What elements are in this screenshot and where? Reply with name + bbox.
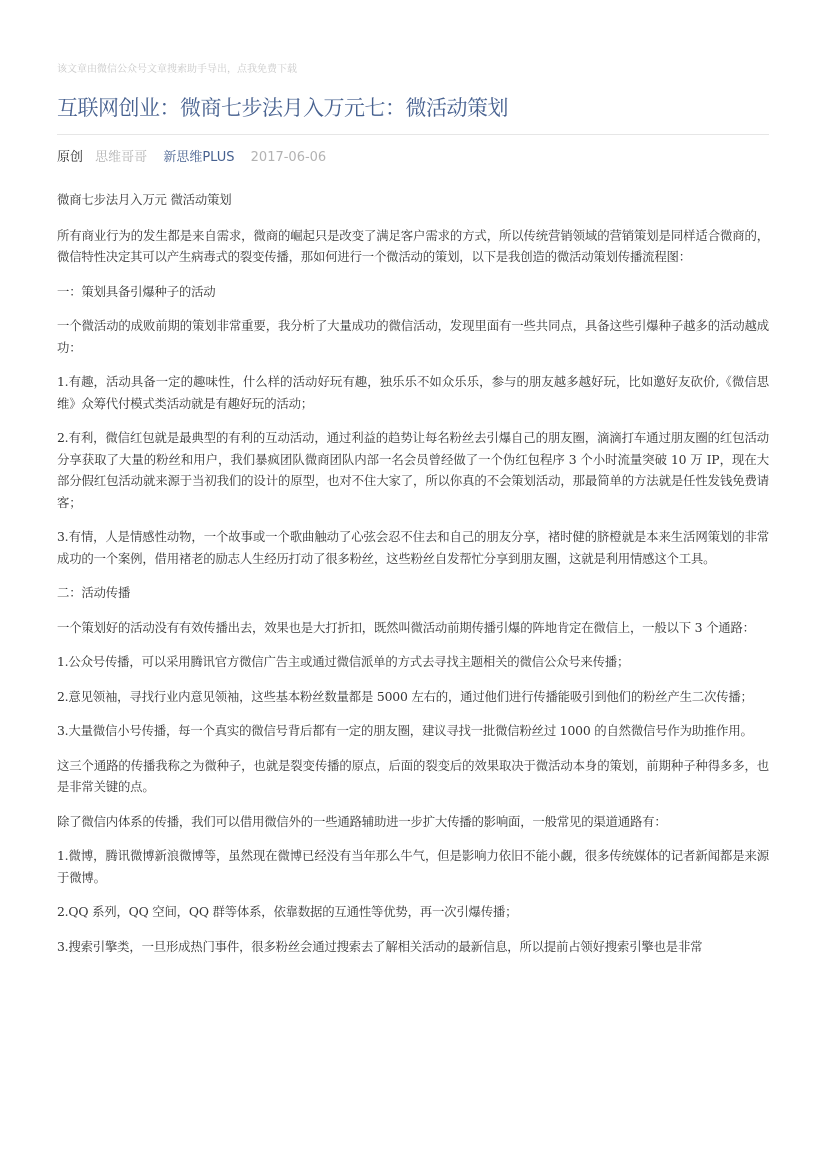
paragraph: 1.公众号传播，可以采用腾讯官方微信广告主或通过微信派单的方式去寻找主题相关的微信公众号来传播； [57, 654, 630, 669]
paragraph: 3.有情，人是情感性动物，一个故事或一个歌曲触动了心弦会忍不住去和自己的朋友分享，褚时健的脐橙就是本来生活网策划的非常成功的一个案例，借用褚老的励志人生经历打动了很多粉丝，这些粉丝自发帮忙分享到朋友圈，这就是利用情感这个工具。 [57, 529, 769, 566]
original-badge: 原创 [57, 150, 84, 165]
article-body [57, 189, 769, 957]
paragraph: 一个微活动的成败前期的策划非常重要，我分析了大量成功的微信活动，发现里面有一些共同点，具备这些引爆种子越多的活动越成功： [57, 318, 769, 355]
paragraph: 1.微博，腾讯微博新浪微博等，虽然现在微博已经没有当年那么牛气，但是影响力依旧不能小觑，很多传统媒体的记者新闻都是来源于微博。 [57, 848, 769, 885]
paragraph: 3.大量微信小号传播，每一个真实的微信号背后都有一定的朋友圈，建议寻找一批微信粉丝过 1000 的自然微信号作为助推作用。 [57, 723, 753, 738]
title-divider [57, 134, 769, 135]
article-meta [57, 149, 769, 167]
paragraph: 3.搜索引擎类，一旦形成热门事件，很多粉丝会通过搜索去了解相关活动的最新信息，所以提前占领好搜索引擎也是非常 [57, 938, 703, 954]
article-page [57, 0, 769, 970]
paragraph: 微商七步法月入万元 微活动策划 [57, 192, 232, 207]
paragraph: 2.QQ 系列，QQ 空间，QQ 群等体系，依靠数据的互通性等优势，再一次引爆传播； [57, 904, 518, 919]
paragraph: 除了微信内体系的传播，我们可以借用微信外的一些通路辅助进一步扩大传播的影响面，一般常见的渠道通路有： [57, 813, 667, 829]
paragraph: 2.意见领袖，寻找行业内意见领袖，这些基本粉丝数量都是 5000 左右的，通过他们进行传播能吸引到他们的粉丝产生二次传播； [57, 688, 753, 704]
account-link[interactable]: 新思维PLUS [163, 150, 235, 165]
paragraph: 1.有趣，活动具备一定的趣味性，什么样的活动好玩有趣，独乐乐不如众乐乐，参与的朋友越多越好玩，比如邀好友砍价,《微信思维》众筹代付模式类活动就是有趣好玩的活动； [57, 374, 769, 411]
author-name: 思维哥哥 [95, 150, 148, 165]
section-heading: 一：策划具备引爆种子的活动 [57, 283, 216, 299]
paragraph: 2.有利，微信红包就是最典型的有利的互动活动，通过利益的趋势让每名粉丝去引爆自己的朋友圈，滴滴打车通过朋友圈的红包活动分享获取了大量的粉丝和用户，我们暴疯团队微商团队内部一名会员曾经做了一个伪红包程序 3 个小时流量突破 10 万 IP，现在大部分假红包活动就来源于当初我们的设计的原型，也对不住大家了，所以你真的不会策划活动，那最简单的方法就是任性发钱免费请客； [57, 430, 769, 510]
section-heading: 二：活动传播 [57, 585, 131, 600]
article-title: 互联网创业：微商七步法月入万元七：微活动策划 [57, 96, 508, 120]
paragraph: 这三个通路的传播我称之为微种子，也就是裂变传播的原点，后面的裂变后的效果取决于微活动本身的策划，前期种子种得多多，也是非常关键的点。 [57, 757, 769, 794]
paragraph: 一个策划好的活动没有有效传播出去，效果也是大打折扣，既然叫微活动前期传播引爆的阵地肯定在微信上，一般以下 3 个通路： [57, 619, 755, 635]
paragraph: 所有商业行为的发生都是来自需求，微商的崛起只是改变了满足客户需求的方式，所以传统营销领域的营销策划是同样适合微商的，微信特性决定其可以产生病毒式的裂变传播，那如何进行一个微活动的策划，以下是我创造的微活动策划传播流程图： [57, 227, 769, 264]
publish-date: 2017-06-06 [250, 150, 327, 165]
export-watermark-link[interactable]: 该文章由微信公众号文章搜索助手导出，点我免费下载 [57, 64, 297, 75]
